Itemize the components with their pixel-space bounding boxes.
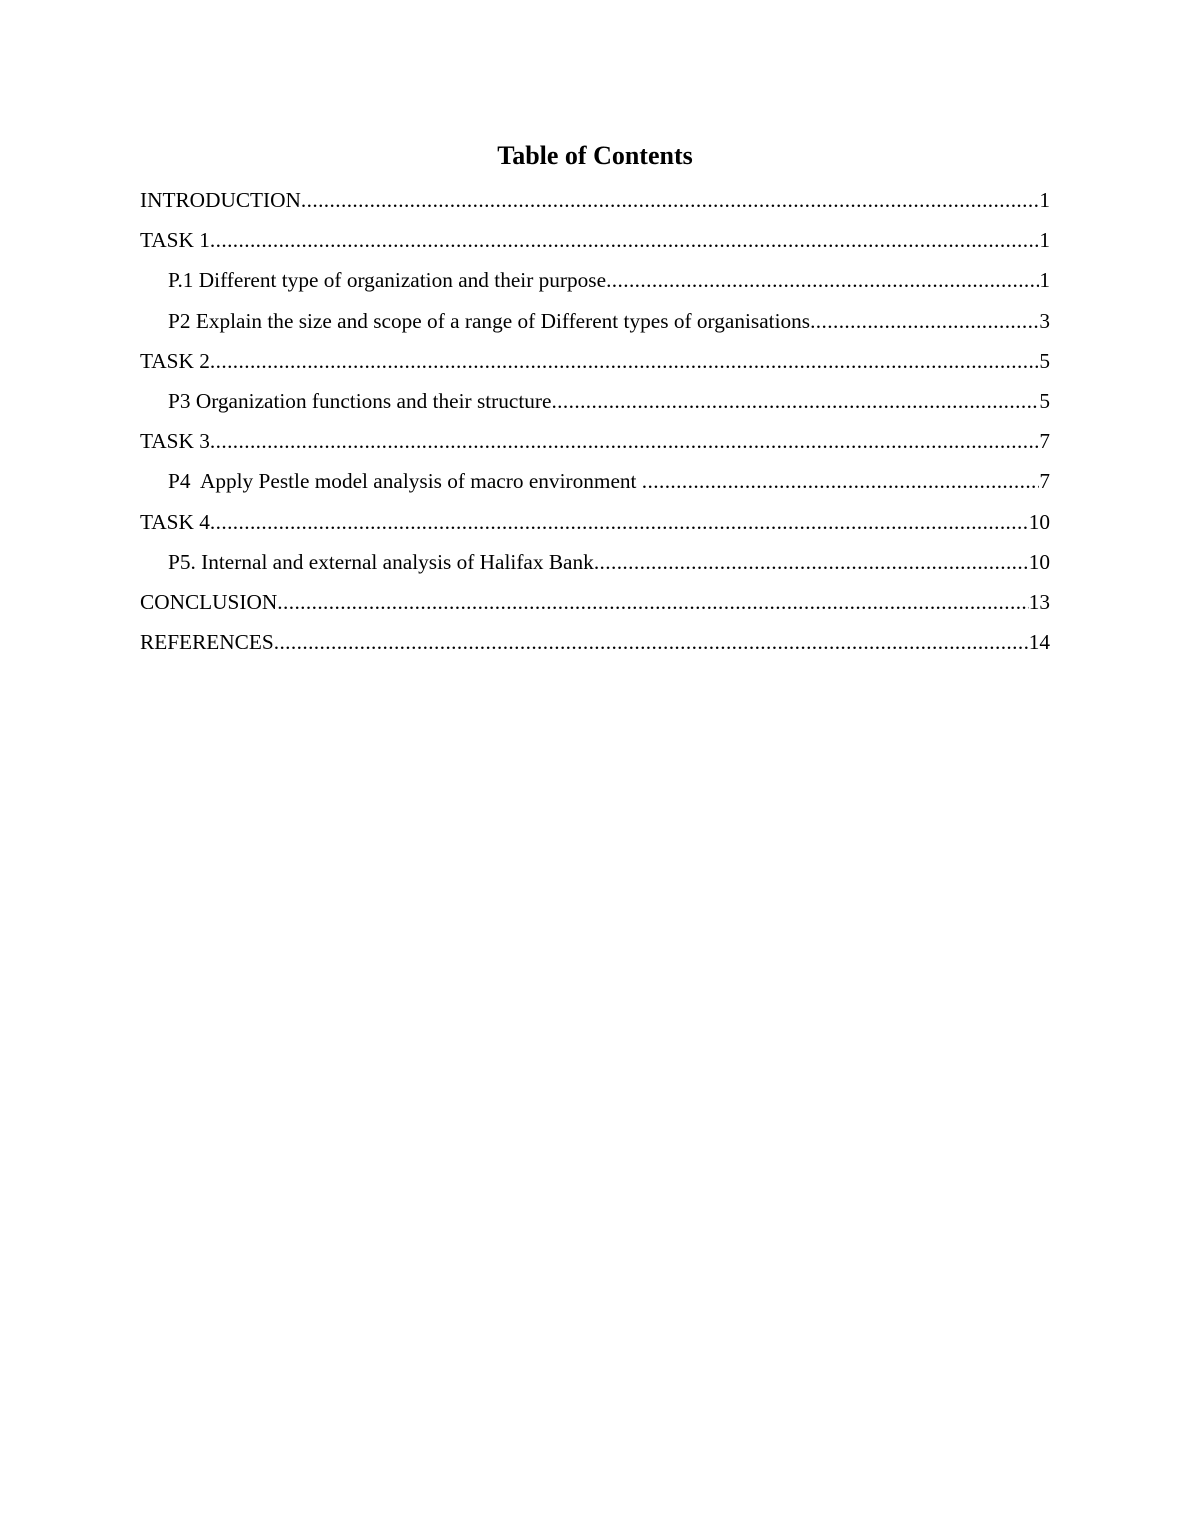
toc-entry-label: INTRODUCTION <box>140 188 301 212</box>
toc-entry-page: 3 <box>1039 308 1050 333</box>
toc-entry-task-2[interactable] <box>140 345 1050 385</box>
toc-entry-label: P2 Explain the size and scope of a range of Different types of organisations <box>168 308 811 333</box>
dot-leader <box>210 425 1039 457</box>
dot-leader <box>642 465 1040 497</box>
toc-entry-conclusion[interactable] <box>140 586 1050 626</box>
toc-entry-p5[interactable] <box>140 546 1050 586</box>
toc-entry-introduction[interactable] <box>140 184 1050 224</box>
dot-leader <box>210 345 1039 377</box>
toc-entry-page: 14 <box>1028 630 1050 655</box>
dot-leader <box>274 626 1029 658</box>
toc-entry-label: TASK 2 <box>140 348 210 373</box>
toc-entry-page: 1 <box>1039 228 1050 253</box>
dot-leader <box>210 224 1039 256</box>
toc-entry-label: CONCLUSION <box>140 589 278 614</box>
toc-entry-page: 7 <box>1039 429 1050 454</box>
dot-leader <box>277 586 1028 618</box>
toc-entry-label: P4 Apply Pestle model analysis of macro environment <box>168 469 642 494</box>
toc-entry-page: 5 <box>1039 388 1050 413</box>
toc-list <box>140 184 1050 666</box>
toc-entry-label: TASK 4 <box>140 509 210 534</box>
dot-leader <box>210 506 1029 538</box>
toc-entry-label: P3 Organization functions and their structure <box>168 388 552 413</box>
toc-entry-task-3[interactable] <box>140 425 1050 465</box>
toc-entry-label: TASK 3 <box>140 429 210 454</box>
dot-leader <box>551 385 1039 417</box>
toc-entry-p2[interactable] <box>140 305 1050 345</box>
toc-entry-page: 13 <box>1028 589 1050 614</box>
dot-leader <box>301 184 1039 216</box>
toc-entry-page: 5 <box>1039 348 1050 373</box>
toc-entry-page: 1 <box>1039 188 1050 212</box>
toc-entry-label: TASK 1 <box>140 228 210 253</box>
toc-title: Table of Contents <box>497 141 693 170</box>
toc-entry-label: P5. Internal and external analysis of Halifax Bank <box>168 549 594 574</box>
toc-entry-p4[interactable] <box>140 465 1050 505</box>
toc-entry-page: 7 <box>1039 469 1050 494</box>
toc-entry-page: 1 <box>1039 268 1050 293</box>
dot-leader <box>594 546 1029 578</box>
toc-entry-p3[interactable] <box>140 385 1050 425</box>
toc-entry-page: 10 <box>1028 509 1050 534</box>
toc-entry-label: P.1 Different type of organization and their purpose <box>168 268 607 293</box>
toc-entry-p1[interactable] <box>140 264 1050 304</box>
toc-entry-references[interactable] <box>140 626 1050 666</box>
toc-entry-label: REFERENCES <box>140 630 274 655</box>
toc-entry-page: 10 <box>1028 549 1050 574</box>
dot-leader <box>606 264 1039 296</box>
toc-entry-task-4[interactable] <box>140 506 1050 546</box>
dot-leader <box>810 305 1039 337</box>
toc-entry-task-1[interactable] <box>140 224 1050 264</box>
